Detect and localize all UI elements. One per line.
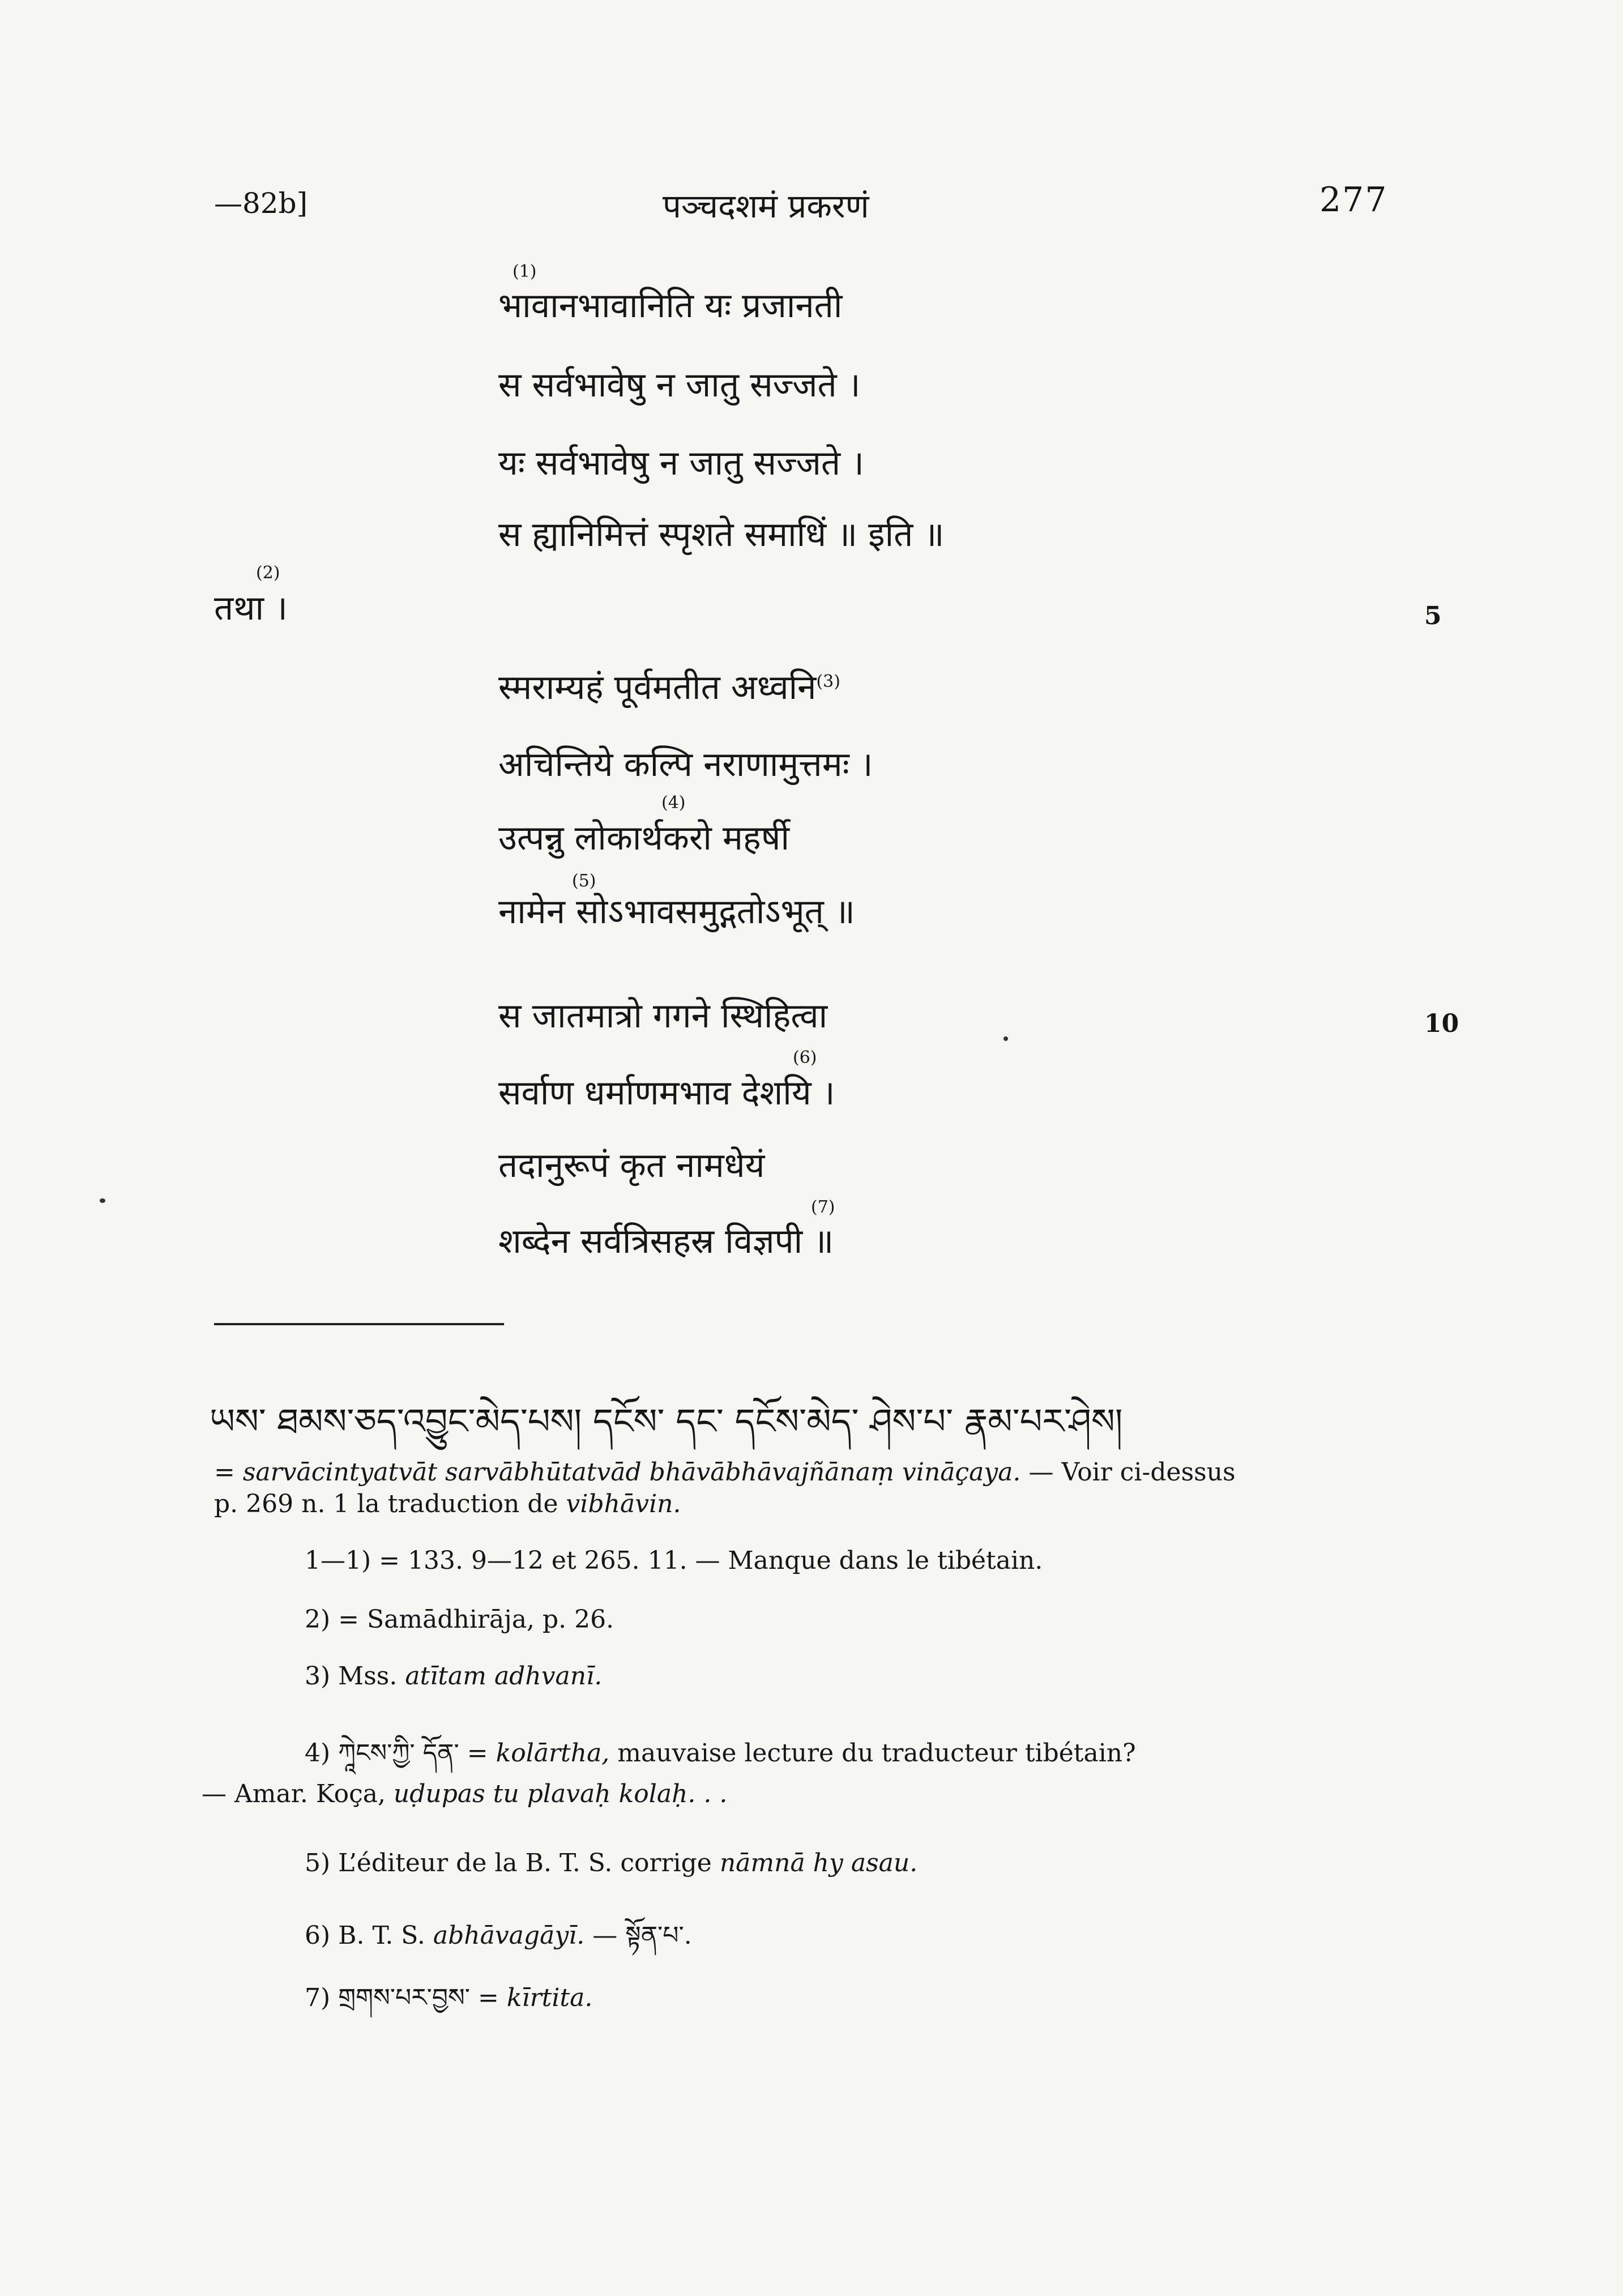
verse-text: शब्देन सर्वत्रिसहस्र विज्ञपी ॥ <box>498 1222 834 1261</box>
verse-line <box>498 1141 764 1187</box>
footnote-text: — Voir ci-dessus <box>1020 1458 1236 1487</box>
footnote-6 <box>305 1907 692 1978</box>
footnote-text: 3) Mss. <box>305 1662 405 1691</box>
footnote-italic: kīrtita. <box>506 1983 593 2012</box>
footnote-ref: (4) <box>661 793 686 813</box>
footnote-ref: (7) <box>811 1197 835 1217</box>
line-number: 10 <box>1424 1009 1459 1038</box>
footnote-italic: uḍupas tu plavaḥ kolaḥ. . . <box>393 1779 728 1808</box>
verse-line: स ह्यानिमित्तं स्पृशते समाधिं ॥ इति ॥ <box>498 515 945 554</box>
margin-marker: तथा । <box>214 588 288 628</box>
footnote-italic: vibhāvin. <box>566 1490 681 1518</box>
verse-line <box>498 1217 834 1263</box>
verse-line: भावानभावानिति यः प्रजानती <box>498 286 843 326</box>
footnote-italic: abhāvagāyī. <box>433 1921 585 1950</box>
footnote-ref: (5) <box>572 871 596 891</box>
line-number: 5 <box>1424 601 1442 630</box>
scan-speck <box>1003 1036 1008 1041</box>
verse-text: तदानुरूपं कृत नामधेयं <box>498 1146 765 1185</box>
page-number: 277 <box>1319 180 1388 220</box>
footnote-intro <box>214 1458 1236 1487</box>
footnote-intro <box>214 1490 681 1518</box>
footnote-ref: (6) <box>793 1048 817 1068</box>
verse-line <box>498 813 789 860</box>
footnote-7 <box>305 1970 592 2040</box>
footnote-text: 5) L’éditeur de la B. T. S. corrige <box>305 1849 720 1877</box>
verse-text: अचिन्तिये कल्पि नराणामुत्तमः । <box>498 745 873 784</box>
footnote-text: p. 269 n. 1 la traduction de <box>214 1490 566 1518</box>
footnote-italic: = sarvācintyatvāt sarvābhūtatvād bhāvābhāvajñānaṃ vināçaya. <box>214 1458 1021 1487</box>
verse-text: स जातमात्रो गगने स्थिहित्वा <box>498 996 828 1036</box>
footnote-5 <box>305 1849 917 1877</box>
header-section-ref: —82b] <box>214 187 308 220</box>
footnote-text: — སྟོན་པ་. <box>584 1921 692 1950</box>
verse-text: उत्पन्नु लोकार्थकरो महर्षी <box>498 818 790 858</box>
footnote-italic: atītam adhvanī. <box>405 1662 603 1691</box>
verse-line: स सर्वभावेषु न जातु सज्जते । <box>498 365 861 405</box>
verse-line <box>498 663 840 709</box>
footnote-2: 2) = Samādhirāja, p. 26. <box>305 1605 614 1634</box>
verse-text: सर्वाण धर्माणमभाव देशयि । <box>498 1073 835 1113</box>
footnote-text: 7) གྲགས་པར་བྱས་ = <box>305 1983 507 2012</box>
footnote-italic: nāmnā hy asau. <box>719 1849 918 1877</box>
verse-line <box>498 1068 835 1115</box>
footnote-text: mauvaise lecture du traducteur tibétain? <box>609 1739 1136 1768</box>
footnote-text: 6) B. T. S. <box>305 1921 433 1950</box>
verse-line: यः सर्वभावेषु न जातु सज्जते । <box>498 443 864 483</box>
footnote-4-continued <box>202 1779 727 1808</box>
tibetan-line: ཡས་ ཐམས་ཅད་འབྱུང་མེད་པས། དངོས་ དང་ དངོས་མེད་ ཤེས་པ་ རྣམ་པར་ཤེས། <box>210 1401 1123 1442</box>
footnote-1: 1—1) = 133. 9—12 et 265. 11. — Manque dans le tibétain. <box>305 1546 1043 1575</box>
scan-speck <box>100 1198 105 1203</box>
footnote-separator <box>214 1323 504 1325</box>
verse-line <box>498 991 827 1038</box>
verse-line <box>498 887 855 933</box>
header-chapter-title: पञ्चदशमं प्रकरणं <box>663 187 869 225</box>
verse-text: स्मराम्यहं पूर्वमतीत अध्वनि <box>498 668 817 707</box>
verse-text: नामेन सोऽभावसमुद्गतोऽभूत् ॥ <box>498 892 855 932</box>
footnote-text: 4) ཀཱེངས་ཀྱི་ དོན་ = <box>305 1739 496 1768</box>
footnote-text: — Amar. Koça, <box>202 1779 394 1808</box>
footnote-3 <box>305 1662 602 1691</box>
verse-line <box>498 740 873 786</box>
footnote-ref: (1) <box>512 262 537 281</box>
footnote-ref: (2) <box>256 563 280 583</box>
footnote-ref: (3) <box>816 672 840 692</box>
footnote-italic: kolārtha, <box>496 1739 610 1768</box>
